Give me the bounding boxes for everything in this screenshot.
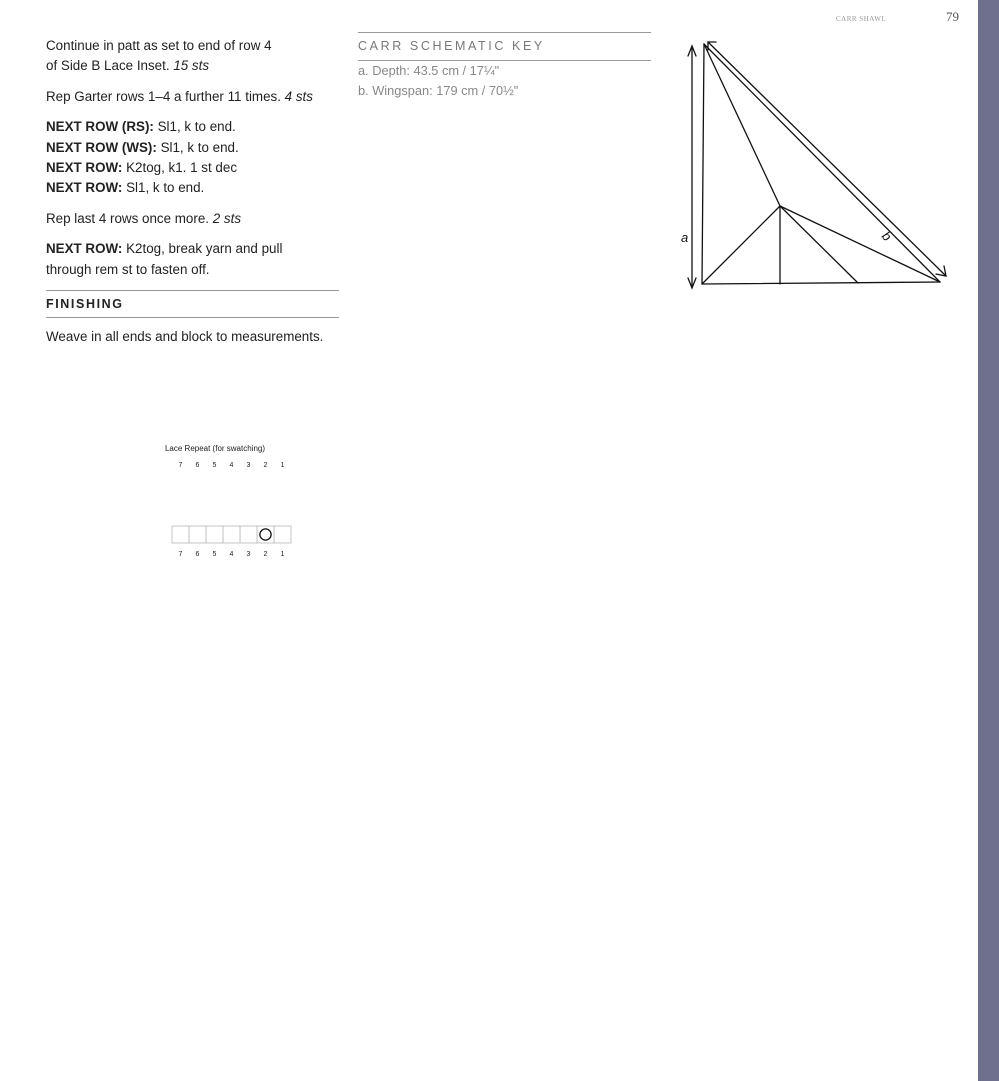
column-number: 2 bbox=[263, 551, 268, 558]
paragraph: Weave in all ends and block to measurements. bbox=[46, 329, 324, 345]
chart-title: Lace Repeat (for swatching) bbox=[164, 444, 266, 453]
paragraph: Continue in patt as set to end of row 4 of Side B Lace Inset. 15 sts bbox=[46, 38, 272, 74]
chart-lace-repeat bbox=[165, 444, 291, 558]
column-number: 7 bbox=[178, 462, 183, 469]
label-a: a bbox=[681, 230, 689, 245]
column-number: 4 bbox=[229, 462, 234, 469]
column-number: 1 bbox=[280, 551, 285, 558]
depth-measurement: a. Depth: 43.5 cm / 17¼" bbox=[358, 63, 500, 78]
paragraph: Rep last 4 rows once more. 2 sts bbox=[46, 210, 242, 226]
paragraph: NEXT ROW: K2tog, break yarn and pull through rem st to fasten off. bbox=[46, 241, 283, 277]
column-number: 6 bbox=[195, 551, 200, 558]
column-number: 6 bbox=[195, 462, 200, 469]
column-number: 4 bbox=[229, 551, 234, 558]
paragraph: NEXT ROW (RS): Sl1, k to end. NEXT ROW (WS): Sl1, k to end. NEXT ROW: K2tog, k1. 1 st dec NEXT ROW: Sl1, k to end. bbox=[46, 119, 239, 196]
chart-cell bbox=[172, 526, 189, 543]
column-number: 5 bbox=[212, 551, 217, 558]
section-heading-finishing: FINISHING bbox=[46, 290, 339, 318]
column-number: 3 bbox=[246, 462, 251, 469]
page-number: 79 bbox=[946, 9, 959, 24]
chart-cell bbox=[274, 526, 291, 543]
page-edge-tab bbox=[978, 0, 999, 1081]
column-number: 7 bbox=[178, 551, 183, 558]
paragraph: Rep Garter rows 1–4 a further 11 times. 4 sts bbox=[46, 88, 313, 104]
chart-cell bbox=[189, 526, 206, 543]
chart-cell bbox=[240, 526, 257, 543]
label-b: b bbox=[878, 228, 895, 244]
running-header: CARR SHAWL bbox=[836, 15, 887, 23]
column-number: 5 bbox=[212, 462, 217, 469]
chart-cell bbox=[206, 526, 223, 543]
wingspan-measurement: b. Wingspan: 179 cm / 70½" bbox=[358, 83, 519, 99]
column-number: 3 bbox=[246, 551, 251, 558]
column-number: 1 bbox=[280, 462, 285, 469]
column-number: 2 bbox=[263, 462, 268, 469]
chart-cell bbox=[223, 526, 240, 543]
schematic-key-title: CARR SCHEMATIC KEY bbox=[358, 32, 651, 61]
